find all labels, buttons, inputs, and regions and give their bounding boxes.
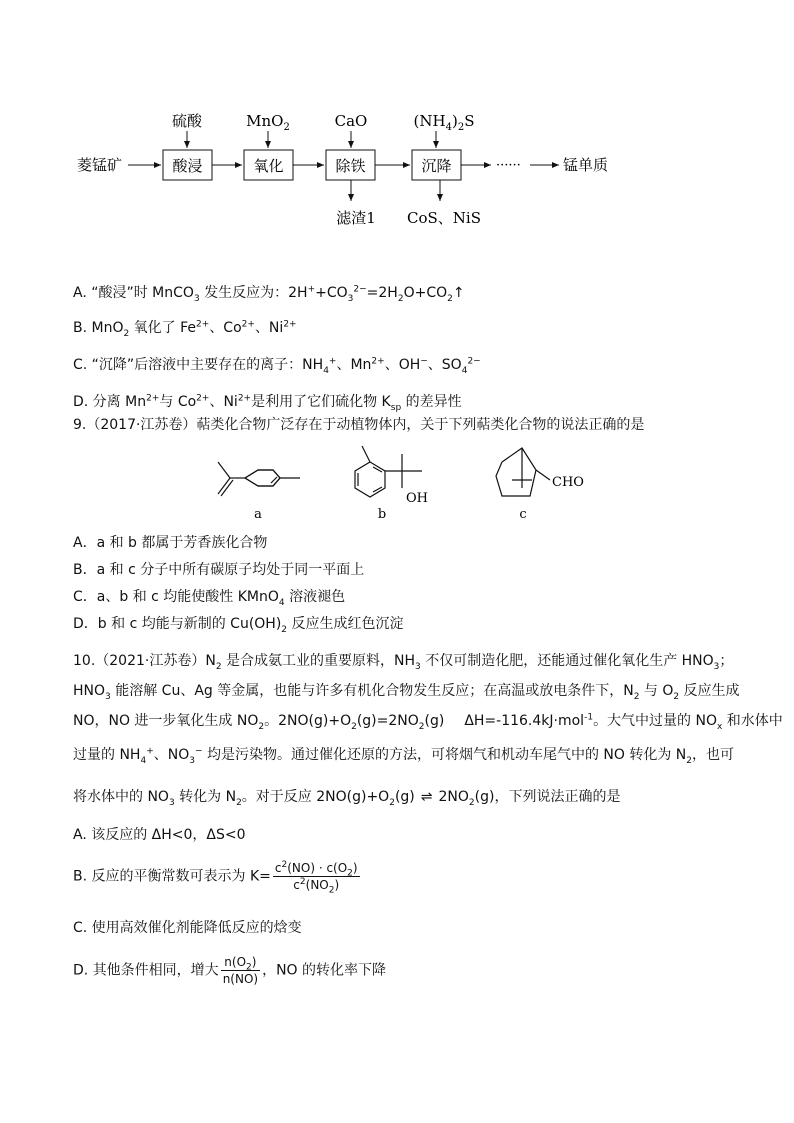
process-flowchart [0,100,794,235]
q8-option-a: A. “酸浸”时 MnCO$_3$ 发生反应为：$2H^++CO_3^{2-}=2H_2O+CO_2↑$ [73,284,465,304]
equilibrium-constant-fraction: $\frac{c^2(NO) \cdot c(O_2)}{c^2(NO_2)}$ [274,860,358,896]
q8-option-c: C. “沉降”后溶液中主要存在的离子：$NH_4^+$、$Mn^{2+}$、OH−、$SO_4^{2-}$ [73,356,481,376]
start-ore-label: 菱锰矿 [77,156,123,174]
flow-ellipsis: ······ [496,158,521,173]
q9-option-d: D．b 和 c 均能与新制的 $Cu(OH)_2$ 反应生成红色沉淀 [73,616,404,635]
terpene-structures [190,440,610,525]
structure-b-label: b [377,507,387,522]
q10-line-4: 过量的 $NH_4^+$、$NO_3^-$ 均是污染物。通过催化还原的方法，可将烟气和机动车尾气中的 NO 转化为 $N_2$，也可 [73,746,735,766]
box-oxidation-label: 氧化 [253,157,284,175]
q8-option-b: B. MnO$_2$ 氧化了 $Fe^{2+}$、$Co^{2+}$、$Ni^{2+}$ [73,319,297,339]
ratio-fraction: $\frac{n(O_2)}{n(NO)}$ [222,955,259,986]
aldehyde-label: CHO [552,475,584,490]
structure-a [218,462,300,496]
q9-stem: 9.（2017·江苏卷）萜类化合物广泛存在于动植物体内，关于下列萜类化合物的说法正确的是 [73,417,645,433]
reagent-cao: CaO [334,112,368,130]
q10-line-5: 将水体中的 $NO_3$ 转化为 $N_2$。对于反应 $2NO(g)+O_2(g)$ ⇌ $2NO_2(g)$，下列说法正确的是 [73,789,621,808]
q9-option-a: A．a 和 b 都属于芳香族化合物 [73,535,268,551]
q10-option-c: C. 使用高效催化剂能降低反应的焓变 [73,920,302,936]
structure-b [355,446,422,497]
q10-line-2: $HNO_3$ 能溶解 Cu、Ag 等金属，也能与许多有机化合物发生反应；在高温或放电条件下，$N_2$ 与 $O_2$ 反应生成 [73,683,740,702]
reagent-sulfuric-acid: 硫酸 [171,112,203,130]
structure-c [496,448,550,496]
output-filter-residue: 滤渣1 [336,209,376,227]
end-product-label: 锰单质 [563,156,609,174]
structure-c-label: c [519,507,527,522]
box-precipitation-label: 沉降 [421,157,452,175]
q9-option-b: B．a 和 c 分子中所有碳原子均处于同一平面上 [73,562,365,578]
q10-option-b: B. 反应的平衡常数可表示为 K= $\frac{c^2(NO) \cdot c(O_2)}{c^2(NO_2)}$ [73,860,358,896]
q8-option-d: D. 分离 $Mn^{2+}$与 $Co^{2+}$、$Ni^{2+}$是利用了它们硫化物 $K_{sp}$ 的差异性 [73,393,462,413]
box-iron-removal-label: 除铁 [335,157,366,175]
hydroxyl-label: OH [406,491,428,506]
q10-option-d: D. 其他条件相同，增大 $\frac{n(O_2)}{n(NO)}$ ，NO 的转化率下降 [73,955,387,986]
reagent-mno2: MnO$_2$ [246,112,290,133]
q10-line-3: NO，NO 进一步氧化生成 $NO_2$。$2NO(g)+O_2(g)=2NO_2(g)$ ΔH=-116.4kJ·mol$^{-1}$。大气中过量的 $NO_x$ 和水体中 [73,712,783,732]
q10-line-1: 10.（2021·江苏卷）$N_2$ 是合成氨工业的重要原料，$NH_3$ 不仅可制造化肥，还能通过催化氧化生产 $HNO_3$； [73,653,734,672]
q9-option-c: C．a、b 和 c 均能使酸性 KMnO$_4$ 溶液褪色 [73,589,346,608]
equilibrium-arrow: ⇌ [420,789,433,805]
structure-a-label: a [254,507,262,522]
reagent-ammonium-sulfide: $(NH_4)_2S$ [413,112,475,133]
output-cos-nis: CoS、NiS [407,209,481,227]
box-acid-leach-label: 酸浸 [172,157,203,175]
q10-option-a: A. 该反应的 ΔH<0，ΔS<0 [73,827,246,843]
